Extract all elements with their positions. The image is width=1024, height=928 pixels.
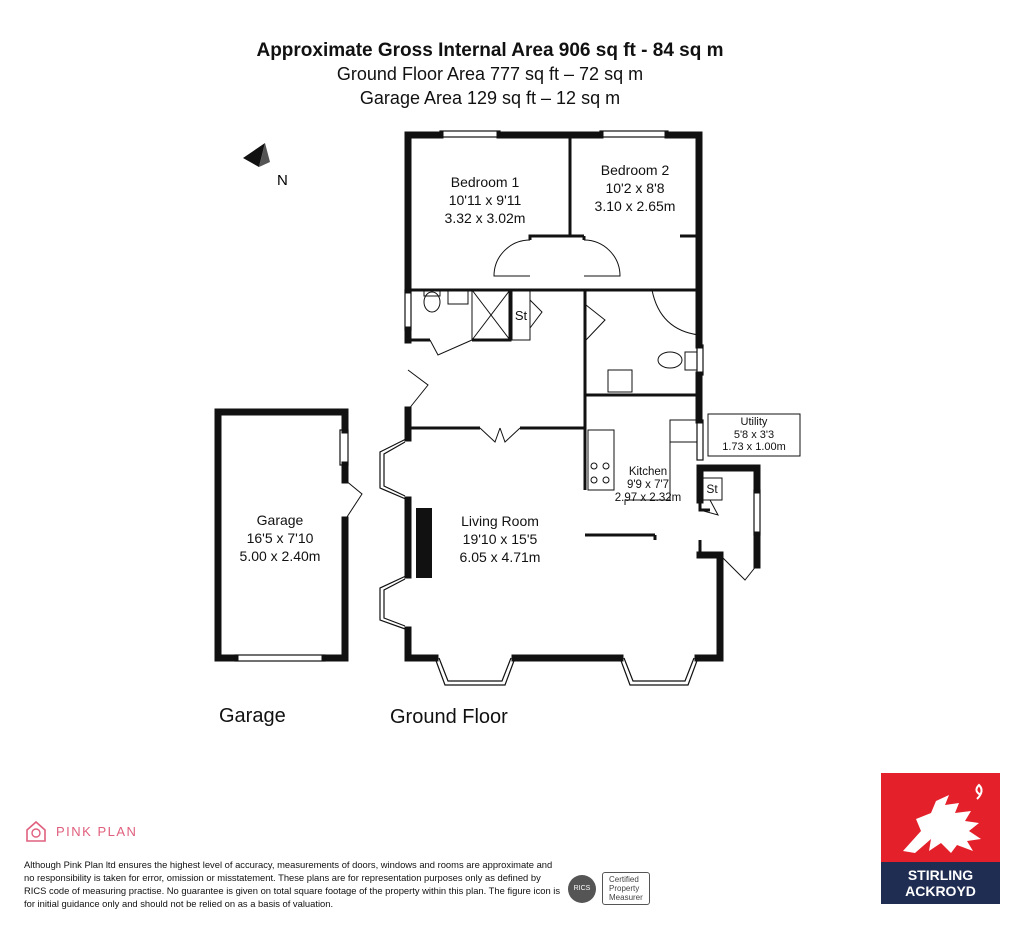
- kitchen-metric: 2.97 x 2.32m: [614, 492, 682, 504]
- utility-sink: [670, 420, 697, 442]
- pink-plan-brand: [24, 818, 137, 844]
- bedroom1-metric: 3.32 x 3.02m: [444, 210, 526, 226]
- bedroom2-name: Bedroom 2: [600, 162, 670, 178]
- logo-navy-panel: [881, 862, 1000, 904]
- garage-name: Garage: [256, 512, 304, 528]
- compass-icon: [243, 143, 288, 189]
- living-metric: 6.05 x 4.71m: [459, 549, 541, 565]
- griffin-icon: [881, 773, 1000, 862]
- store1-label: St: [514, 308, 528, 323]
- rics-line3: Measurer: [609, 893, 643, 902]
- bedroom2-imperial: 10'2 x 8'8: [605, 180, 665, 196]
- rics-badge: RICS: [568, 875, 596, 903]
- corner-bath: [652, 290, 699, 335]
- area-title: Approximate Gross Internal Area 906 sq ft - 84 sq m: [256, 40, 724, 61]
- utility-imperial: 5'8 x 3'3: [733, 428, 775, 441]
- logo-line2: ACKROYD: [905, 883, 976, 899]
- ensuite-sink: [608, 370, 632, 392]
- kitchen-label: [608, 466, 688, 505]
- living-imperial: 19'10 x 15'5: [462, 531, 538, 547]
- store2-label: St: [706, 482, 718, 496]
- pink-plan-text: PINK PLAN: [56, 823, 138, 839]
- bathroom-sink: [448, 290, 468, 304]
- bedroom2-label: [580, 161, 690, 215]
- utility-name: Utility: [740, 416, 768, 428]
- garage-imperial: 16'5 x 7'10: [246, 530, 314, 546]
- kitchen-name: Kitchen: [628, 466, 668, 478]
- ensuite-toilet: [658, 352, 682, 368]
- bedroom1-imperial: 10'11 x 9'11: [448, 192, 522, 208]
- living-room-label: [440, 512, 560, 566]
- garage-section-label: Garage: [219, 705, 286, 727]
- garage-area: Garage Area 129 sq ft – 12 sq m: [359, 88, 621, 108]
- utility-label: [708, 416, 800, 454]
- rics-certification: [568, 872, 650, 905]
- logo-line1: STIRLING: [907, 867, 974, 883]
- living-name: Living Room: [461, 513, 539, 529]
- bedroom1-name: Bedroom 1: [450, 174, 520, 190]
- stirling-ackroyd-logo: [881, 773, 1000, 904]
- disclaimer: Although Pink Plan ltd ensures the highest level of accuracy, measurements of doors, windows and rooms are approximate and no responsibility is taken for error, omission or misstatement. These plans are for representation purposes only as defined by RICS code of measuring practise. No guarantee is given on total square footage of the property within this plan. The figure icon is for initial guidance only and should not be relied on as a basis of valuation.: [24, 859, 561, 909]
- toilet: [424, 292, 440, 312]
- ground-floor-area: Ground Floor Area 777 sq ft – 72 sq m: [336, 64, 644, 84]
- chimney-breast: [416, 508, 432, 578]
- rics-certified-box: [602, 872, 650, 905]
- bedroom1-label: [430, 173, 540, 227]
- garage-metric: 5.00 x 2.40m: [239, 548, 321, 564]
- utility-metric: 1.73 x 1.00m: [722, 441, 786, 453]
- bedroom2-metric: 3.10 x 2.65m: [594, 198, 676, 214]
- rics-line1: Certified: [609, 875, 639, 884]
- kitchen-imperial: 9'9 x 7'7: [626, 479, 670, 491]
- garage-label: [225, 511, 335, 565]
- ground-floor-section-label: Ground Floor: [390, 706, 508, 728]
- rics-line2: Property: [609, 884, 640, 893]
- pink-plan-house-icon: [24, 818, 48, 844]
- compass-north-label: N: [277, 172, 288, 189]
- logo-red-panel: [881, 773, 1000, 862]
